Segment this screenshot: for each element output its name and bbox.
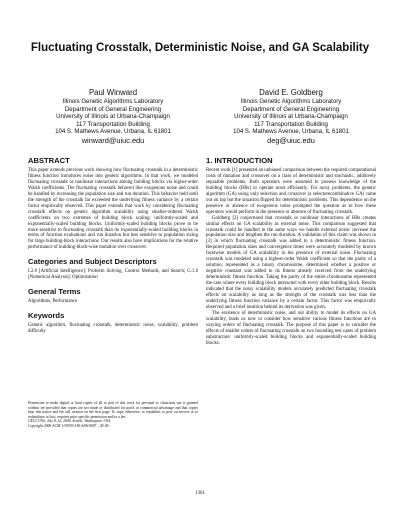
keywords-heading: Keywords [28, 311, 65, 321]
footnote-venue: GECCO'06, July 8–12, 2006, Seattle, Washington, USA. [28, 419, 112, 424]
categories-text: I.2.8 [Artificial Intelligence]: Problem Solving, Control Methods, and Search; G.1.6 [Numerical Analysis]: Optimization [28, 269, 198, 281]
general-terms-section [28, 287, 198, 305]
affiliation-line: Department of General Engineering [242, 105, 340, 113]
affiliation-line: Illinois Genetic Algorithms Laboratory [240, 98, 342, 105]
keywords-text: Genetic algorithm, fluctuating crosstalk, deterministic noise, scalability, problem difficulty [28, 323, 198, 335]
author-block-2 [206, 88, 376, 145]
page-number: 1361 [195, 491, 205, 496]
affiliation-line: Illinois Genetic Algorithms Laboratory [62, 98, 164, 105]
keywords-section [28, 311, 198, 335]
abstract-text: This paper extends previous work showing how fluctuating crosstalk in a deterministic fitness function introduces noise into genetic algorithms. In that work, we modeled fluctuating crosstalk or nonlinear interactions among building blocks via higher-order Walsh coefficients. The fluctuating crosstalk behaved like exogenous noise and could be handled by increasing the population size and run duration. This behavior held until the strength of the crosstalk far exceeded the underlying fitness variance by a certain factor empirically observed. This paper extends that work by considering fluctuating crosstalk effects on genetic algorithm scalability using smaller-ordered Walsh coefficients on two extremes of building block scaling: uniformly-scaled and exponentially-scaled building blocks. Uniformly-scaled building blocks prove to be more sensitive to fluctuating crosstalk than do exponentially-scaled building blocks in terms of function evaluations and run duration but less sensitive to population sizing for large building-block interactions. Our results also have implications for the relative performance of building-block-wise mutation over crossover. [28, 168, 198, 251]
introduction-heading: 1. INTRODUCTION [206, 156, 273, 165]
footnote-copyright: Copyright 2006 ACM 1-59593-186-4/06/0007 ...$5.00. [28, 423, 110, 428]
author-block-1 [28, 88, 198, 145]
author-name: David E. Goldberg [259, 88, 323, 97]
general-terms-heading: General Terms [28, 287, 81, 297]
affiliation-line: 104 S. Mathews Avenue, Urbana, IL 61801 [55, 128, 171, 136]
categories-heading: Categories and Subject Descriptors [28, 257, 157, 267]
abstract-heading: ABSTRACT [28, 156, 70, 165]
affiliation-line: Department of General Engineering [64, 105, 162, 113]
author-email[interactable]: winward@uiuc.edu [81, 135, 145, 145]
affiliation-line: 104 S. Mathews Avenue, Urbana, IL 61801 [233, 128, 349, 136]
footnote-text: Permission to make digital or hard copies of all or part of this work for personal or classroom use is granted without fee provided that copies are not made or distributed for profit or commercial advantage and that copies bear this notice and the full citation on the first page. To copy otherwise, to republish, to post on servers or to redistribute to lists, requires prior specific permission and/or a fee. [28, 401, 198, 419]
author-name: Paul Winward [88, 88, 138, 97]
affiliation-line: University of Illinois at Urbana-Champaign [234, 113, 348, 121]
author-email[interactable]: deg@uiuc.edu [267, 135, 315, 145]
right-column [206, 156, 376, 347]
affiliation-line: University of Illinois at Urbana-Champaign [56, 113, 170, 121]
intro-paragraph-1: Recent work [1] presented an unbiased comparison between the required computational costs of mutation and crossover on a class of deterministic and stochastic, additively separable problems. Both operators were assumed to possess knowledge of the building blocks (BBs) to operate most efficiently. For noisy problems, the genetic algorithm (GA) using only selection and crossover (a selectorecombinative GA) came out on top but the situation flipped for deterministic problems. This dependence on the presence or absence of exogenous noise prompted the question as to how these operators would perform in the presence or absence of fluctuating crosstalk. [206, 168, 377, 215]
left-column [28, 156, 198, 335]
intro-paragraph-2: Goldberg [2] conjectured that crosstalk or nonlinear interactions of BBs creates similar effects on GA scalability as external noise. This comparison suggested that crosstalk could be handled in the same ways we handle external noise: increase the population size and lengthen the run duration. A validation of this claim was shown in [3] in which fluctuating crosstalk was added to a deterministic fitness function. Required population sizes and convergence times were accurately modeled by known facetwise models of GA scalability in the presence of external noise. Fluctuating crosstalk was modeled using a highest-order Walsh coefficient so that the parity of a solution, represented as a binary chromosome, determined whether a positive or negative constant was added to its fitness already received from the underlying deterministic fitness function. Taking the parity of the entire chromosome represented the case where every building block interacted with every other building block. Results indicated that the noisy scalability models accurately predicted fluctuating crosstalk effects on scalability as long as the strength of the crosstalk was less than the underlying fitness function variance by a certain factor. This factor was empirically observed and a brief intuition behind its derivation was given. [206, 215, 376, 310]
general-terms-text: Algorithms, Performance [28, 299, 78, 305]
paper-title: Fluctuating Crosstalk, Deterministic Noise, and GA Scalability [30, 42, 370, 54]
affiliation-line: 117 Transportation Building [254, 120, 328, 128]
categories-section [28, 257, 198, 281]
permission-footnote [28, 401, 198, 429]
intro-paragraph-3: The existence of deterministic noise, and our ability to model its effects on GA scalability, leads us now to consider how sensitive various fitness functions are to varying orders of fluctuating crosstalk. The purpose of this paper is to consider the effects of smaller orders of fluctuating crosstalk on two bounding test cases of problem substructure: uniformly-scaled building blocks and exponentially-scaled building blocks. [206, 310, 376, 346]
affiliation-line: 117 Transportation Building [76, 120, 150, 128]
